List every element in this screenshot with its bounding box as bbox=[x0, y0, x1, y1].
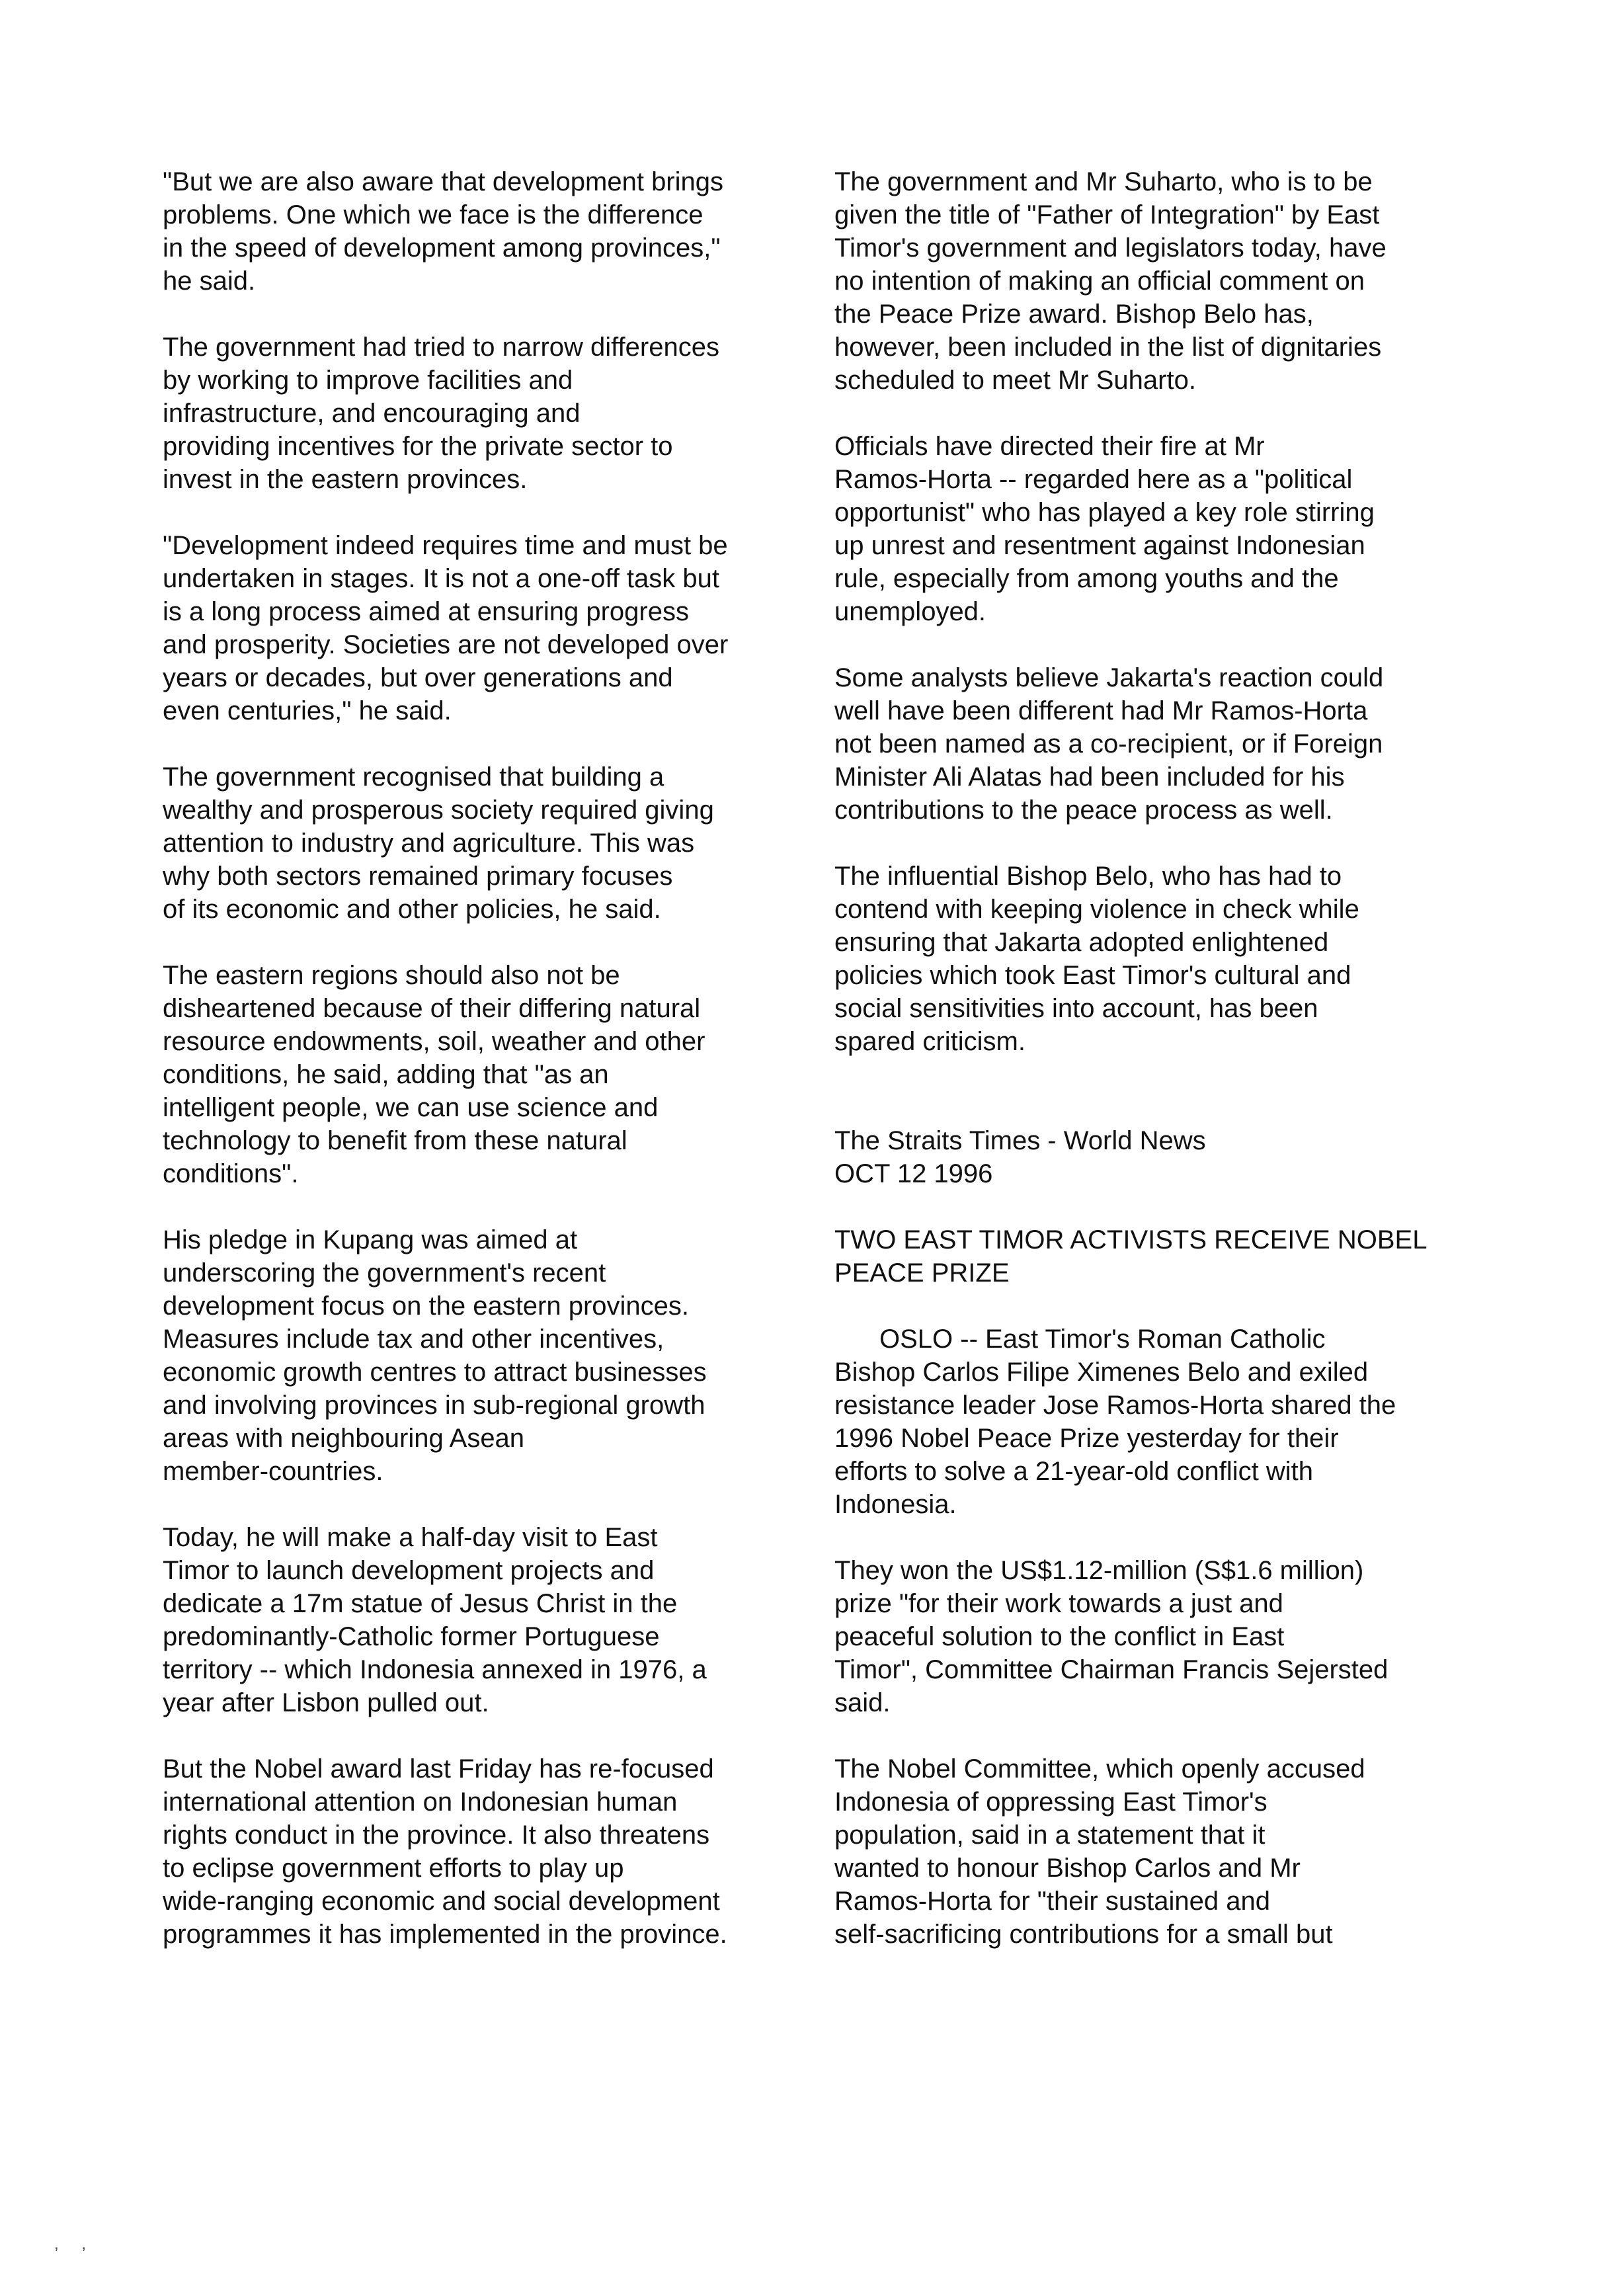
text-line: peaceful solution to the conflict in East bbox=[834, 1622, 1285, 1651]
paragraph-p7 bbox=[163, 1521, 824, 1719]
text-line: why both sectors remained primary focuses bbox=[163, 862, 673, 891]
text-line: technology to benefit from these natural bbox=[163, 1126, 627, 1155]
text-line: years or decades, but over generations and bbox=[163, 663, 673, 692]
spacer bbox=[834, 1091, 1496, 1124]
text-line: His pledge in Kupang was aimed at bbox=[163, 1225, 578, 1254]
text-line: Measures include tax and other incentives, bbox=[163, 1325, 664, 1354]
text-line: the Peace Prize award. Bishop Belo has, bbox=[834, 300, 1314, 329]
paragraph-p3 bbox=[163, 529, 824, 727]
paragraph-p2 bbox=[163, 331, 824, 496]
text-line: areas with neighbouring Asean bbox=[163, 1424, 525, 1453]
text-line: Timor", Committee Chairman Francis Sejersted bbox=[834, 1655, 1388, 1684]
left-column bbox=[163, 165, 824, 1984]
text-line: well have been different had Mr Ramos-Horta bbox=[834, 696, 1368, 725]
text-line: disheartened because of their differing natural bbox=[163, 994, 701, 1023]
text-line: Minister Ali Alatas had been included for his bbox=[834, 762, 1345, 792]
text-line: The Nobel Committee, which openly accused bbox=[834, 1754, 1365, 1784]
text-line: The government had tried to narrow differences bbox=[163, 333, 719, 362]
paragraph-headline bbox=[834, 1223, 1496, 1290]
text-line: The government recognised that building a bbox=[163, 762, 664, 792]
text-line: OSLO -- East Timor's Roman Catholic bbox=[879, 1325, 1326, 1354]
text-line: "Development indeed requires time and must be bbox=[163, 531, 728, 560]
text-line: OCT 12 1996 bbox=[834, 1159, 993, 1188]
text-line: economic growth centres to attract businesses bbox=[163, 1358, 707, 1387]
text-line: infrastructure, and encouraging and bbox=[163, 399, 581, 428]
paragraph-r7 bbox=[834, 1752, 1496, 1951]
text-line: by working to improve facilities and bbox=[163, 366, 573, 395]
text-line: conditions, he said, adding that "as an bbox=[163, 1060, 609, 1089]
right-column bbox=[834, 165, 1496, 1984]
margin-marks: , , bbox=[54, 2235, 96, 2253]
text-line: rule, especially from among youths and the bbox=[834, 564, 1339, 593]
text-line: resistance leader Jose Ramos-Horta shared the bbox=[834, 1391, 1396, 1420]
text-line: social sensitivities into account, has been bbox=[834, 994, 1318, 1023]
text-line: resource endowments, soil, weather and other bbox=[163, 1027, 705, 1056]
text-line: undertaken in stages. It is not a one-off task but bbox=[163, 564, 720, 593]
text-line: self-sacrificing contributions for a small but bbox=[834, 1920, 1333, 1949]
text-line: even centuries," he said. bbox=[163, 696, 452, 725]
text-line: The influential Bishop Belo, who has had to bbox=[834, 862, 1342, 891]
text-line: intelligent people, we can use science and bbox=[163, 1093, 659, 1122]
text-line: prize "for their work towards a just and bbox=[834, 1589, 1283, 1618]
paragraph-r1 bbox=[834, 165, 1496, 397]
text-line: Timor's government and legislators today, have bbox=[834, 233, 1387, 263]
text-line: however, been included in the list of dignitaries bbox=[834, 333, 1382, 362]
paragraph-r5 bbox=[834, 1323, 1496, 1521]
text-line: given the title of "Father of Integration" by East bbox=[834, 200, 1380, 229]
text-line: Ramos-Horta -- regarded here as a "political bbox=[834, 465, 1353, 494]
text-line: is a long process aimed at ensuring progress bbox=[163, 597, 689, 626]
text-line: programmes it has implemented in the province. bbox=[163, 1920, 727, 1949]
text-line: Officials have directed their fire at Mr bbox=[834, 432, 1265, 461]
text-line: ensuring that Jakarta adopted enlightened bbox=[834, 928, 1329, 957]
text-line: The Straits Times - World News bbox=[834, 1126, 1206, 1155]
paragraph-source bbox=[834, 1124, 1496, 1190]
paragraph-r4 bbox=[834, 860, 1496, 1058]
text-line: he said. bbox=[163, 266, 256, 296]
text-line: in the speed of development among provinces," bbox=[163, 233, 721, 263]
text-line: The government and Mr Suharto, who is to be bbox=[834, 167, 1373, 196]
paragraph-p1 bbox=[163, 165, 824, 298]
paragraph-p8 bbox=[163, 1752, 824, 1951]
text-line: contributions to the peace process as well. bbox=[834, 796, 1333, 825]
text-line: Some analysts believe Jakarta's reaction could bbox=[834, 663, 1384, 692]
text-line: scheduled to meet Mr Suharto. bbox=[834, 366, 1196, 395]
text-line: contend with keeping violence in check while bbox=[834, 895, 1359, 924]
paragraph-r3 bbox=[834, 661, 1496, 827]
text-line: But the Nobel award last Friday has re-focused bbox=[163, 1754, 714, 1784]
paragraph-p4 bbox=[163, 760, 824, 926]
text-line: wealthy and prosperous society required giving bbox=[163, 796, 714, 825]
paragraph-p5 bbox=[163, 959, 824, 1190]
text-line: invest in the eastern provinces. bbox=[163, 465, 528, 494]
text-line: and involving provinces in sub-regional growth bbox=[163, 1391, 705, 1420]
text-line: providing incentives for the private sector to bbox=[163, 432, 673, 461]
text-line: 1996 Nobel Peace Prize yesterday for their bbox=[834, 1424, 1339, 1453]
text-line: spared criticism. bbox=[834, 1027, 1025, 1056]
text-line: up unrest and resentment against Indonesian bbox=[834, 531, 1365, 560]
text-line: territory -- which Indonesia annexed in 1976, a bbox=[163, 1655, 707, 1684]
text-line: attention to industry and agriculture. This was bbox=[163, 829, 695, 858]
text-line: wanted to honour Bishop Carlos and Mr bbox=[834, 1854, 1301, 1883]
text-line: PEACE PRIZE bbox=[834, 1258, 1010, 1288]
text-line: unemployed. bbox=[834, 597, 986, 626]
text-line: international attention on Indonesian human bbox=[163, 1787, 678, 1817]
text-line: year after Lisbon pulled out. bbox=[163, 1688, 489, 1717]
text-line: Indonesia of oppressing East Timor's bbox=[834, 1787, 1267, 1817]
text-line: not been named as a co-recipient, or if Foreign bbox=[834, 729, 1383, 758]
paragraph-r2 bbox=[834, 430, 1496, 628]
text-line: dedicate a 17m statue of Jesus Christ in the bbox=[163, 1589, 678, 1618]
text-line: wide-ranging economic and social development bbox=[163, 1887, 720, 1916]
text-line: predominantly-Catholic former Portuguese bbox=[163, 1622, 660, 1651]
text-line: problems. One which we face is the difference bbox=[163, 200, 704, 229]
text-line: no intention of making an official comment on bbox=[834, 266, 1365, 296]
paragraph-p6 bbox=[163, 1223, 824, 1488]
paragraph-r6 bbox=[834, 1554, 1496, 1719]
text-line: efforts to solve a 21-year-old conflict with bbox=[834, 1457, 1314, 1486]
text-line: said. bbox=[834, 1688, 891, 1717]
text-line: policies which took East Timor's cultural and bbox=[834, 961, 1351, 990]
text-line: The eastern regions should also not be bbox=[163, 961, 620, 990]
text-line: member-countries. bbox=[163, 1457, 383, 1486]
text-line: Today, he will make a half-day visit to East bbox=[163, 1523, 658, 1552]
text-line: to eclipse government efforts to play up bbox=[163, 1854, 624, 1883]
text-line: Bishop Carlos Filipe Ximenes Belo and exiled bbox=[834, 1358, 1369, 1387]
text-line: of its economic and other policies, he said. bbox=[163, 895, 661, 924]
text-line: They won the US$1.12-million (S$1.6 million) bbox=[834, 1556, 1364, 1585]
text-line: Ramos-Horta for "their sustained and bbox=[834, 1887, 1270, 1916]
text-line: TWO EAST TIMOR ACTIVISTS RECEIVE NOBEL bbox=[834, 1225, 1427, 1254]
text-line: conditions". bbox=[163, 1159, 299, 1188]
text-line: and prosperity. Societies are not developed over bbox=[163, 630, 729, 659]
text-line: rights conduct in the province. It also threatens bbox=[163, 1821, 710, 1850]
text-line: "But we are also aware that development brings bbox=[163, 167, 724, 196]
text-line: opportunist" who has played a key role stirring bbox=[834, 498, 1375, 527]
text-line: underscoring the government's recent bbox=[163, 1258, 606, 1288]
text-line: Indonesia. bbox=[834, 1490, 957, 1519]
text-line: Timor to launch development projects and bbox=[163, 1556, 655, 1585]
text-line: development focus on the eastern provinces. bbox=[163, 1292, 690, 1321]
text-line: population, said in a statement that it bbox=[834, 1821, 1266, 1850]
